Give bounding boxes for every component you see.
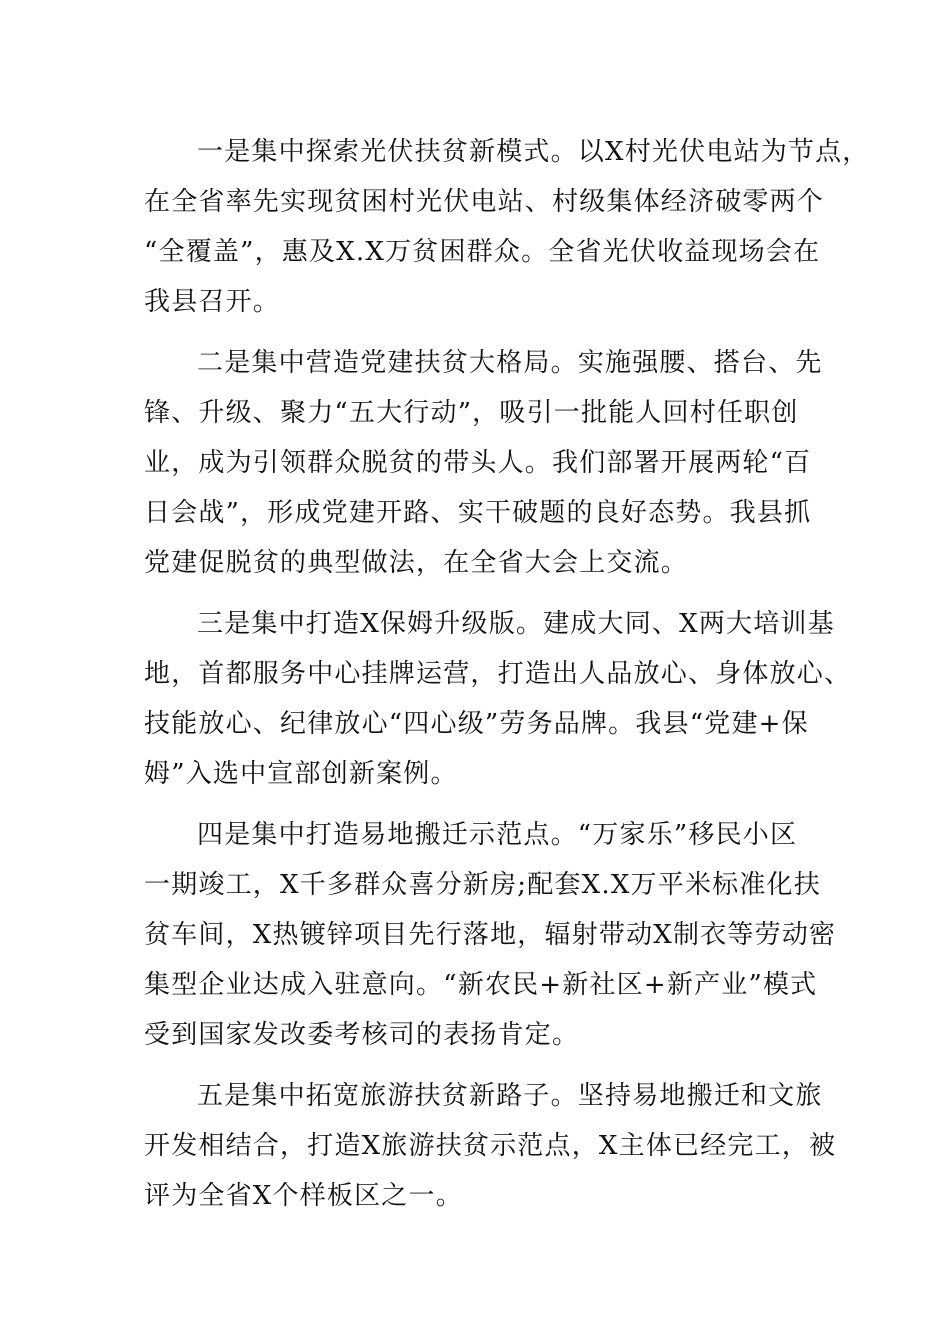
paragraph-line: 四是集中打造易地搬迁示范点。“万家乐”移民小区	[197, 820, 798, 850]
paragraph-line: 地，首都服务中心挂牌运营，打造出人品放心、身体放心、	[144, 659, 852, 689]
paragraph-line: 一期竣工，X千多群众喜分新房;配套X.X万平米标准化扶	[144, 870, 821, 900]
paragraph-line: 党建促脱贫的典型做法，在全省大会上交流。	[144, 548, 689, 578]
paragraph-line: 五是集中拓宽旅游扶贫新路子。坚持易地搬迁和文旅	[197, 1081, 823, 1111]
paragraph-line: 姆”入选中宣部创新案例。	[144, 759, 458, 789]
paragraph-line: 一是集中探索光伏扶贫新模式。以X村光伏电站为节点，	[197, 137, 870, 167]
paragraph-line: 贫车间，X热镀锌项目先行落地，辐射带动X制衣等劳动密	[144, 920, 837, 950]
paragraph-line: 评为全省X个样板区之一。	[144, 1181, 463, 1211]
paragraph-line: 开发相结合，打造X旅游扶贫示范点，X主体已经完工，被	[144, 1131, 837, 1161]
paragraph-line: “全覆盖”，惠及X.X万贫困群众。全省光伏收益现场会在	[144, 237, 821, 267]
paragraph-line: 日会战”，形成党建开路、实干破题的良好态势。我县抓	[144, 498, 812, 528]
paragraph-line: 在全省率先实现贫困村光伏电站、村级集体经济破零两个	[144, 187, 825, 217]
paragraph-line: 受到国家发改委考核司的表扬肯定。	[144, 1020, 580, 1050]
paragraph-line: 业，成为引领群众脱贫的带头人。我们部署开展两轮“百	[144, 448, 812, 478]
paragraph-line: 锋、升级、聚力“五大行动”，吸引一批能人回村任职创	[144, 398, 799, 428]
paragraph-line: 集型企业达成入驻意向。“新农民+新社区+新产业”模式	[144, 970, 818, 1000]
paragraph-line: 三是集中打造X保姆升级版。建成大同、X两大培训基	[197, 609, 835, 639]
paragraph-line: 二是集中营造党建扶贫大格局。实施强腰、搭台、先	[197, 348, 823, 378]
paragraph-line: 我县召开。	[144, 287, 281, 317]
paragraph-line: 技能放心、纪律放心“四心级”劳务品牌。我县“党建+保	[144, 709, 809, 739]
